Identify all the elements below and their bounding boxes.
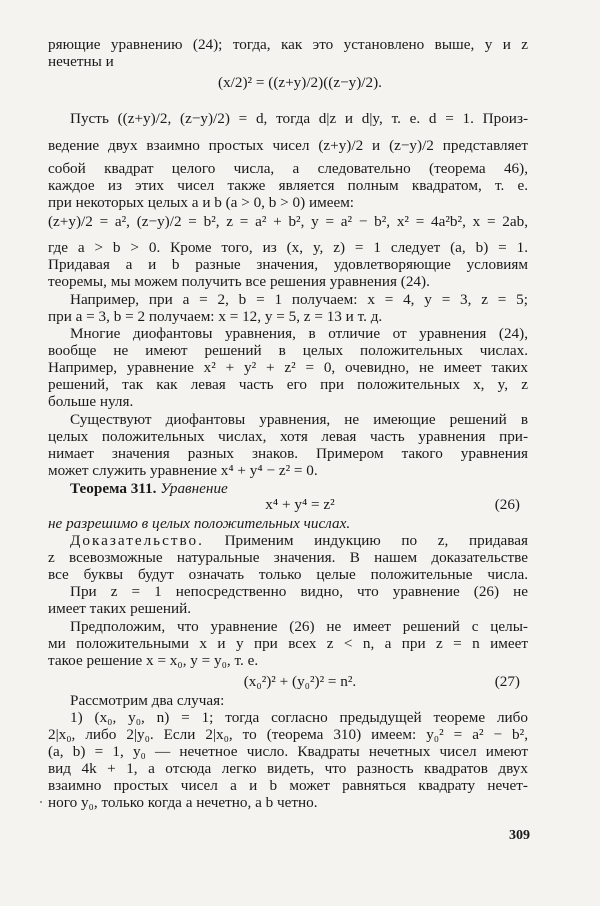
equation: (x₀²)² + (y₀²)² = n². [243,673,357,690]
theorem-label: Теорема 311. [70,481,157,497]
text-line: взаимно простых чисел a и b может равняться квадрату нечет- [48,778,528,794]
text-line: такое решение x = x₀, y = y₀, т. е. [48,653,259,669]
text-line: 1) (x₀, y₀, n) = 1; тогда согласно предыдущей теореме либо [70,710,528,726]
proof-text: Применим индукцию по z, придавая [224,533,528,549]
text-line: (a, b) = 1, y₀ — нечетное число. Квадраты нечетных чисел имеют [48,744,528,760]
theorem-intro: Уравнение [160,481,228,497]
text-line: ми положительными x и y при всех z < n, а при z = n имеет [48,636,528,652]
text-line: вид 4k + 1, а отсюда легко видеть, что разность квадратов двух [48,761,528,777]
text-line: ряющие уравнению (24); тогда, как это установлено выше, y и z [48,37,528,53]
page-number: 309 [509,828,530,843]
proof-first-line [70,533,528,550]
proof-label: Доказательство. [70,533,204,549]
text-line: где a > b > 0. Кроме того, из (x, y, z) = 1 следует (a, b) = 1. [48,240,528,256]
text-line: больше нуля. [48,394,134,410]
text-line: Пусть ((z+y)/2, (z−y)/2) = d, тогда d|z и d|y, т. е. d = 1. Произ- [70,111,528,127]
text-line: Многие диофантовы уравнения, в отличие от уравнения (24), [70,326,528,342]
text-line: 2|x₀, либо 2|y₀. Если 2|x₀, то (теорема 310) имеем: y₀² = a² − b², [48,727,528,743]
text-line: при a = 3, b = 2 получаем: x = 12, y = 5, z = 13 и т. д. [48,309,383,325]
text-line: может служить уравнение x⁴ + y⁴ − z² = 0. [48,463,318,479]
text-line: ведение двух взаимно простых чисел (z+y)/2 и (z−y)/2 представляет [48,138,528,154]
theorem-statement: не разрешимо в целых положительных числах. [48,516,351,532]
text-line: Существуют диофантовы уравнения, не имеющие решений в [70,412,528,428]
text-line: ного y₀, только когда a нечетно, а b четно. [48,795,318,811]
text-line: Рассмотрим два случая: [70,693,225,709]
text-line: нимает значения разных знаков. Примером такого уравнения [48,446,528,462]
equation-number: (27) [494,673,520,690]
text-line: Придавая a и b разные значения, удовлетворяющие условиям [48,257,528,273]
text-line: вообще не имеют решений в целых положительных числах. [48,343,528,359]
text-line: нечетны и [48,54,114,70]
text-line: z всевозможные натуральные значения. В нашем доказательстве [48,550,528,566]
text-line: целых положительных числах, хотя левая часть уравнения при- [48,429,528,445]
text-line: каждое из этих чисел также является полным квадратом, т. е. [48,178,528,194]
text-line: Например, уравнение x² + y² + z² = 0, очевидно, не имеет таких [48,360,528,376]
text-line: Например, при a = 2, b = 1 получаем: x = 4, y = 3, z = 5; [70,292,528,308]
equation-number: (26) [494,496,520,513]
text-line: при некоторых целых a и b (a > 0, b > 0) имеем: [48,195,355,211]
text-line: решений, так как левая часть его при положительных x, y, z [48,377,528,393]
text-line: имеет таких решений. [48,601,192,617]
equation: x⁴ + y⁴ = z² [265,496,335,513]
equation: (x/2)² = ((z+y)/2)((z−y)/2). [218,74,382,91]
text-line: При z = 1 непосредственно видно, что уравнение (26) не [70,584,528,600]
text-line: теоремы, мы можем получить все решения уравнения (24). [48,274,430,290]
text-line: (z+y)/2 = a², (z−y)/2 = b², z = a² + b², y = a² − b², x² = 4a²b², x = 2ab, [48,214,528,230]
scan-speck [40,801,42,803]
text-line: собой квадрат целого числа, а следовательно (теорема 46), [48,161,528,177]
text-line: все буквы будут означать только целые положительные числа. [48,567,528,583]
text-line: Предположим, что уравнение (26) не имеет решений с целы- [70,619,528,635]
